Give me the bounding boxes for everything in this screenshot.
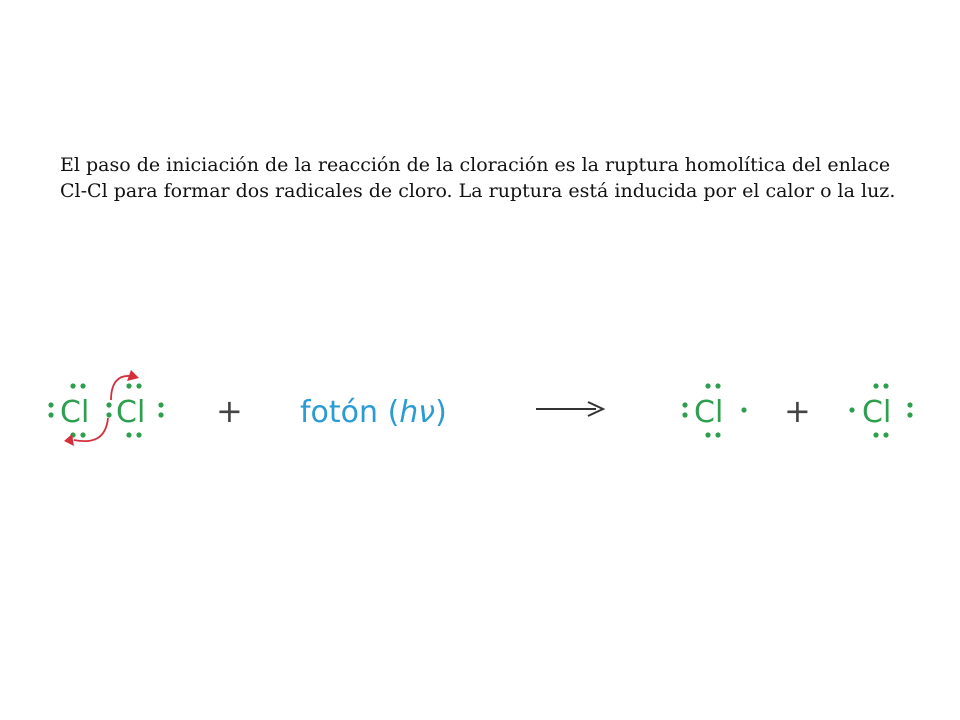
photon-close-paren: ) — [435, 395, 447, 430]
product-cl-2: Cl — [862, 395, 892, 430]
caption-text: El paso de iniciación de la reacción de la cloración es la ruptura homolítica del enlace Cl-Cl para formar dos radicales de cloro. La ruptura está inducida por el calor o la luz. — [60, 154, 896, 202]
plus-sign-products: + — [784, 392, 811, 430]
plus-sign-reactants: + — [216, 392, 243, 430]
reaction-arrow-icon — [536, 402, 603, 416]
photon-label — [300, 395, 447, 430]
bonding-electron-pair — [106, 402, 111, 417]
product-cl-radical-1 — [682, 383, 746, 437]
photon-word: fotón ( — [300, 395, 400, 430]
reactant-cl2 — [48, 370, 163, 446]
product-cl-radical-2 — [849, 383, 912, 437]
reactant-cl-right: Cl — [116, 395, 146, 430]
photon-symbol: hν — [399, 395, 436, 430]
reactant-cl-left: Cl — [60, 395, 90, 430]
product-cl-1: Cl — [694, 395, 724, 430]
